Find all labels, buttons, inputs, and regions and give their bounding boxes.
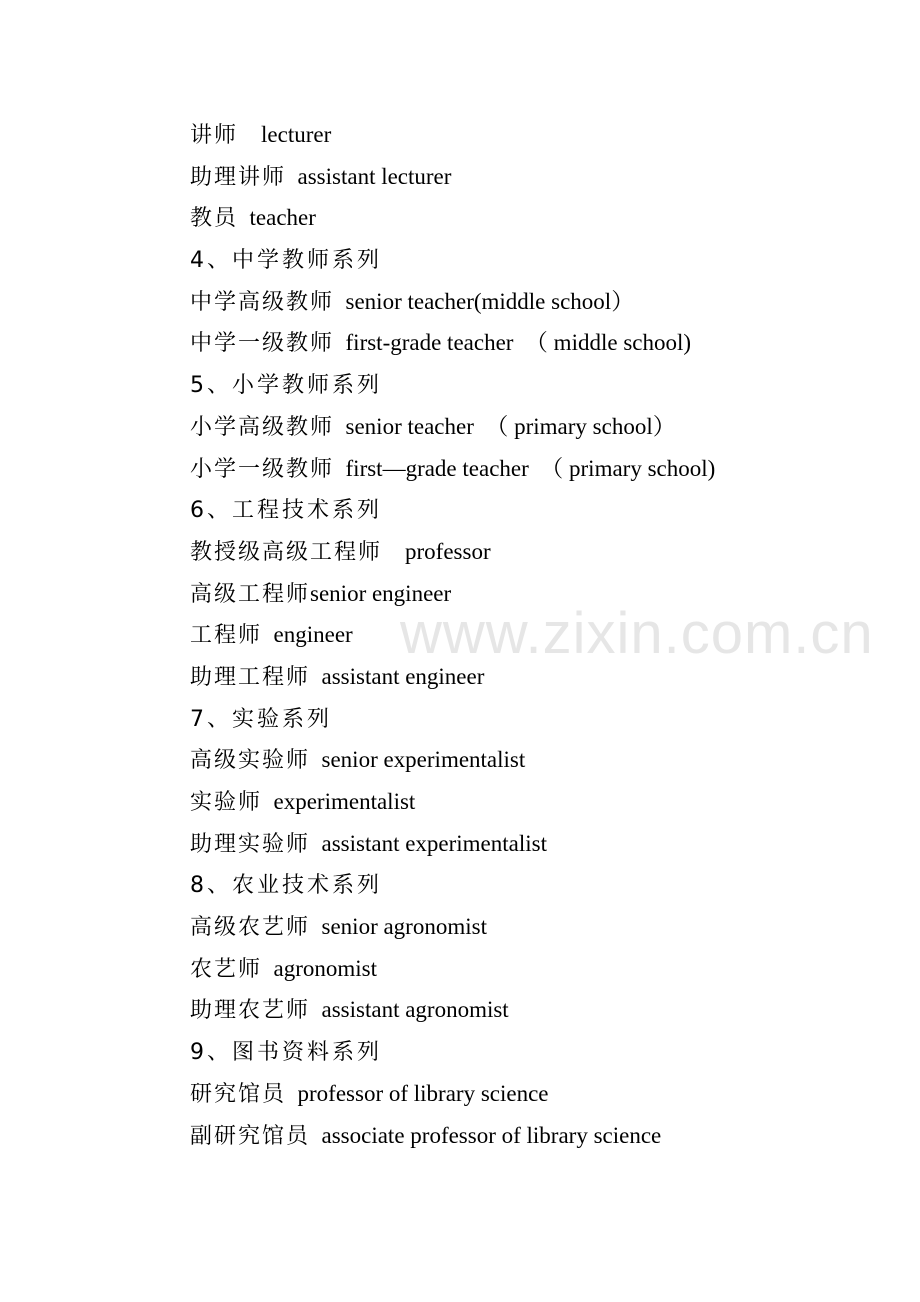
chinese-term: 高级实验师 (190, 748, 311, 774)
list-item (190, 781, 890, 823)
chinese-term: 副研究馆员 (190, 1123, 311, 1149)
section-heading-text: 6、工程技术系列 (190, 498, 382, 524)
spacer (310, 747, 322, 772)
chinese-term: 工程师 (190, 623, 263, 649)
watermark: www.zixin.com.cn (400, 601, 874, 666)
spacer (238, 205, 250, 230)
list-item (190, 197, 890, 239)
section-heading-text: 7、实验系列 (190, 706, 332, 732)
section-heading-text: 4、中学教师系列 (190, 248, 382, 274)
list-item (190, 906, 890, 948)
english-term: teacher (249, 205, 316, 231)
english-term: senior agronomist (321, 914, 487, 940)
spacer (262, 789, 274, 814)
chinese-term: 实验师 (190, 790, 263, 815)
spacer (286, 164, 298, 189)
spacer (310, 831, 322, 856)
spacer (334, 456, 346, 481)
spacer (382, 539, 405, 564)
english-term: senior teacher （ primary school） (345, 413, 676, 439)
english-term: senior engineer (310, 580, 452, 606)
spacer (310, 997, 322, 1022)
list-item (190, 573, 890, 615)
chinese-term: 讲师 (190, 123, 239, 148)
list-item (190, 322, 890, 364)
list-item (190, 989, 890, 1031)
chinese-term: 中学高级教师 (190, 289, 335, 315)
chinese-term: 教授级高级工程师 (190, 539, 383, 565)
english-term: agronomist (273, 955, 378, 981)
chinese-term: 农艺师 (190, 956, 263, 982)
spacer (286, 1081, 298, 1106)
chinese-term: 研究馆员 (190, 1081, 287, 1107)
english-term: senior teacher(middle school） (345, 288, 635, 314)
spacer (238, 122, 261, 147)
chinese-term: 高级工程师 (190, 581, 311, 607)
list-item (190, 948, 890, 990)
chinese-term: 助理讲师 (190, 164, 287, 190)
section-heading (190, 489, 890, 531)
section-heading (190, 239, 890, 281)
english-term: first-grade teacher （ middle school) (345, 330, 692, 356)
list-item (190, 823, 890, 865)
chinese-term: 中学一级教师 (190, 331, 335, 357)
section-heading-text: 5、小学教师系列 (190, 373, 382, 399)
section-heading (190, 1031, 890, 1073)
chinese-term: 助理实验师 (190, 831, 311, 857)
english-term: assistant lecturer (297, 163, 452, 189)
list-item (190, 614, 890, 656)
spacer (310, 664, 322, 689)
english-term: lecturer (261, 122, 332, 147)
chinese-term: 高级农艺师 (190, 915, 311, 941)
english-term: professor (405, 538, 491, 564)
title-list (190, 114, 890, 1156)
list-item (190, 448, 890, 490)
spacer (334, 289, 346, 314)
english-term: assistant engineer (321, 663, 485, 689)
chinese-term: 助理农艺师 (190, 998, 311, 1024)
spacer (310, 1123, 322, 1148)
english-term: associate professor of library science (321, 1122, 662, 1148)
english-term: assistant agronomist (321, 997, 509, 1023)
section-heading (190, 364, 890, 406)
spacer (334, 330, 346, 355)
list-item (190, 406, 890, 448)
english-term: senior experimentalist (321, 747, 526, 773)
section-heading-text: 9、图书资料系列 (190, 1040, 382, 1066)
spacer (310, 914, 322, 939)
section-heading (190, 864, 890, 906)
english-term: experimentalist (273, 789, 416, 814)
chinese-term: 助理工程师 (190, 664, 311, 690)
section-heading (190, 698, 890, 740)
list-item (190, 1073, 890, 1115)
section-heading-text: 8、农业技术系列 (190, 873, 382, 899)
list-item (190, 1115, 890, 1157)
english-term: assistant experimentalist (321, 830, 547, 856)
chinese-term: 教员 (190, 206, 239, 232)
list-item (190, 656, 890, 698)
spacer (262, 622, 274, 647)
english-term: first—grade teacher （ primary school) (345, 455, 716, 481)
list-item (190, 531, 890, 573)
english-term: professor of library science (297, 1080, 549, 1106)
list-item (190, 281, 890, 323)
english-term: engineer (273, 622, 353, 648)
list-item (190, 114, 890, 156)
chinese-term: 小学一级教师 (190, 456, 335, 482)
list-item (190, 156, 890, 198)
spacer (334, 414, 346, 439)
list-item (190, 739, 890, 781)
spacer (262, 956, 274, 981)
chinese-term: 小学高级教师 (190, 414, 335, 440)
